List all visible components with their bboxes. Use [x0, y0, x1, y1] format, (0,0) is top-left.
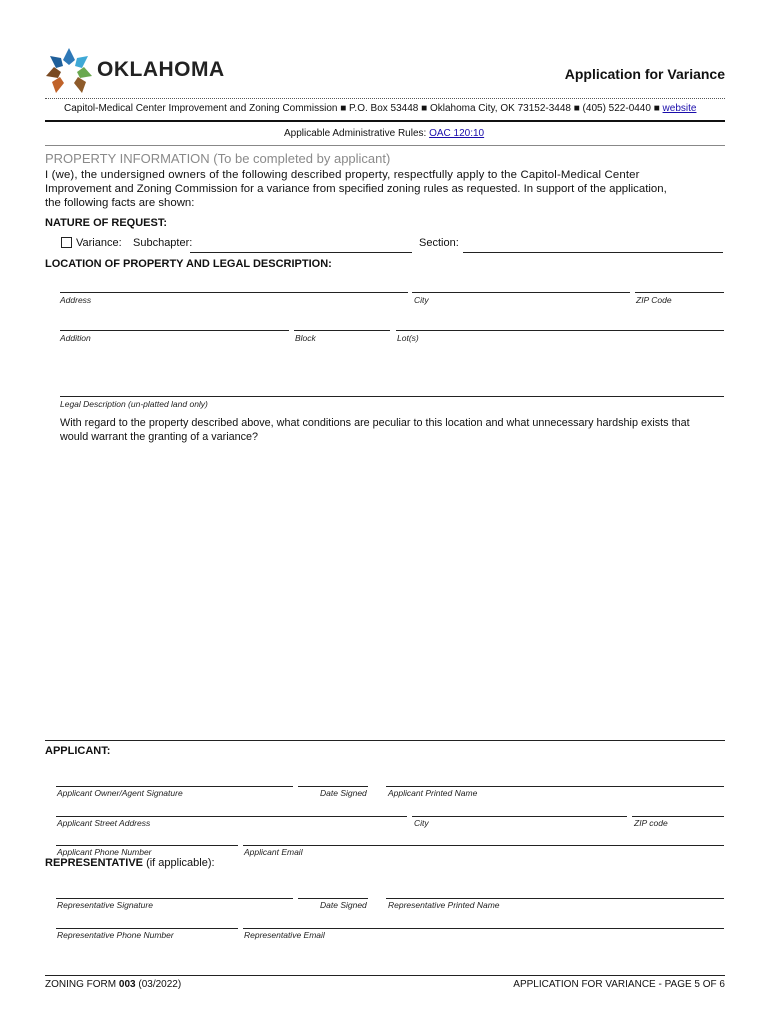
applicant-label-text: APPLICANT: [45, 745, 107, 757]
block-caption: Block: [295, 333, 316, 343]
applicant-date-field[interactable]: [298, 786, 368, 787]
form-number: [45, 979, 181, 990]
applicant-zip-caption: ZIP code: [634, 818, 668, 828]
representative-suffix: (if applicable):: [146, 857, 215, 869]
form-date: (03/2022): [138, 979, 182, 990]
legal-description-caption: Legal Description (un-platted land only): [60, 399, 208, 409]
location-label-text: LOCATION OF PROPERTY AND LEGAL DESCRIPTION: [45, 258, 329, 270]
representative-signature-caption: Representative Signature: [57, 900, 153, 910]
applicant-printed-name-field[interactable]: [386, 786, 724, 787]
applicant-street-caption: Applicant Street Address: [57, 818, 151, 828]
zip-caption: ZIP Code: [636, 295, 672, 305]
applicant-zip-field[interactable]: [632, 816, 724, 817]
applicant-email-field[interactable]: [243, 845, 724, 846]
applicant-label: APPLICANT:: [45, 745, 111, 757]
location-label: LOCATION OF PROPERTY AND LEGAL DESCRIPTION:: [45, 258, 332, 270]
contact-line: [64, 103, 696, 114]
addition-field[interactable]: [60, 330, 289, 331]
representative-date-caption: Date Signed: [320, 900, 367, 910]
variance-label: Variance:: [76, 237, 122, 249]
hardship-question-line2: would warrant the granting of a variance?: [60, 431, 259, 443]
block-field[interactable]: [294, 330, 390, 331]
applicant-printed-name-caption: Applicant Printed Name: [388, 788, 478, 798]
applicant-date-caption: Date Signed: [320, 788, 367, 798]
representative-signature-field[interactable]: [56, 898, 293, 899]
representative-label-text: REPRESENTATIVE: [45, 857, 143, 869]
oac-link[interactable]: OAC 120:10: [429, 128, 485, 139]
addition-caption: Addition: [60, 333, 91, 343]
contact-text: Capitol-Medical Center Improvement and Zoning Commission ■ P.O. Box 53448 ■ Oklahoma City, OK 73152-3448 ■ (405) 522-0440 ■: [64, 103, 660, 114]
section-title-property: PROPERTY INFORMATION (To be completed by applicant): [45, 151, 391, 166]
applicant-city-field[interactable]: [412, 816, 627, 817]
subchapter-field[interactable]: [190, 252, 412, 253]
representative-phone-field[interactable]: [56, 928, 238, 929]
nature-of-request-label: NATURE OF REQUEST:: [45, 217, 168, 229]
page-title: Application for Variance: [564, 66, 725, 82]
applicant-signature-caption: Applicant Owner/Agent Signature: [57, 788, 183, 798]
applicant-phone-field[interactable]: [56, 845, 238, 846]
website-link[interactable]: website: [662, 103, 697, 114]
lots-field[interactable]: [396, 330, 724, 331]
intro-paragraph-line2: Improvement and Zoning Commission for a variance from specified zoning rules as requested. In support of the application,: [45, 183, 667, 195]
form-number-value: 003: [118, 979, 136, 990]
nature-label-text: NATURE OF REQUEST: [45, 217, 164, 229]
representative-label: [45, 857, 215, 869]
representative-printed-name-field[interactable]: [386, 898, 724, 899]
applicant-phone-caption: Applicant Phone Number: [57, 847, 152, 857]
hardship-answer-area[interactable]: [60, 448, 724, 733]
oklahoma-logo: [44, 46, 224, 96]
applicant-city-caption: City: [414, 818, 429, 828]
applicant-street-field[interactable]: [56, 816, 407, 817]
section-field[interactable]: [463, 252, 723, 253]
rules-label: Applicable Administrative Rules:: [284, 128, 427, 139]
zip-field[interactable]: [635, 292, 724, 293]
representative-email-caption: Representative Email: [244, 930, 325, 940]
representative-date-field[interactable]: [298, 898, 368, 899]
intro-paragraph-line1: I (we), the undersigned owners of the following described property, respectfully apply to the Capitol-Medical Center: [45, 169, 640, 181]
applicant-email-caption: Applicant Email: [244, 847, 303, 857]
subchapter-label: Subchapter:: [133, 237, 193, 249]
address-caption: Address: [60, 295, 92, 305]
city-caption: City: [414, 295, 429, 305]
form-prefix: ZONING FORM: [45, 979, 117, 990]
representative-email-field[interactable]: [243, 928, 724, 929]
applicant-signature-field[interactable]: [56, 786, 293, 787]
intro-paragraph-line3: the following facts are shown:: [45, 197, 195, 209]
legal-description-field[interactable]: [60, 396, 724, 397]
star-logo-icon: [44, 46, 94, 96]
logo-wordmark: OKLAHOMA: [97, 58, 225, 81]
rules-line: [284, 128, 484, 139]
lots-caption: Lot(s): [397, 333, 419, 343]
hardship-question-line1: With regard to the property described above, what conditions are peculiar to this location and what unnecessary hardship exists that: [60, 417, 690, 429]
section-label: Section:: [419, 237, 459, 249]
variance-checkbox[interactable]: [61, 237, 72, 248]
page-indicator: APPLICATION FOR VARIANCE - PAGE 5 OF 6: [513, 979, 725, 990]
city-field[interactable]: [412, 292, 630, 293]
address-field[interactable]: [60, 292, 408, 293]
representative-printed-name-caption: Representative Printed Name: [388, 900, 500, 910]
representative-phone-caption: Representative Phone Number: [57, 930, 174, 940]
